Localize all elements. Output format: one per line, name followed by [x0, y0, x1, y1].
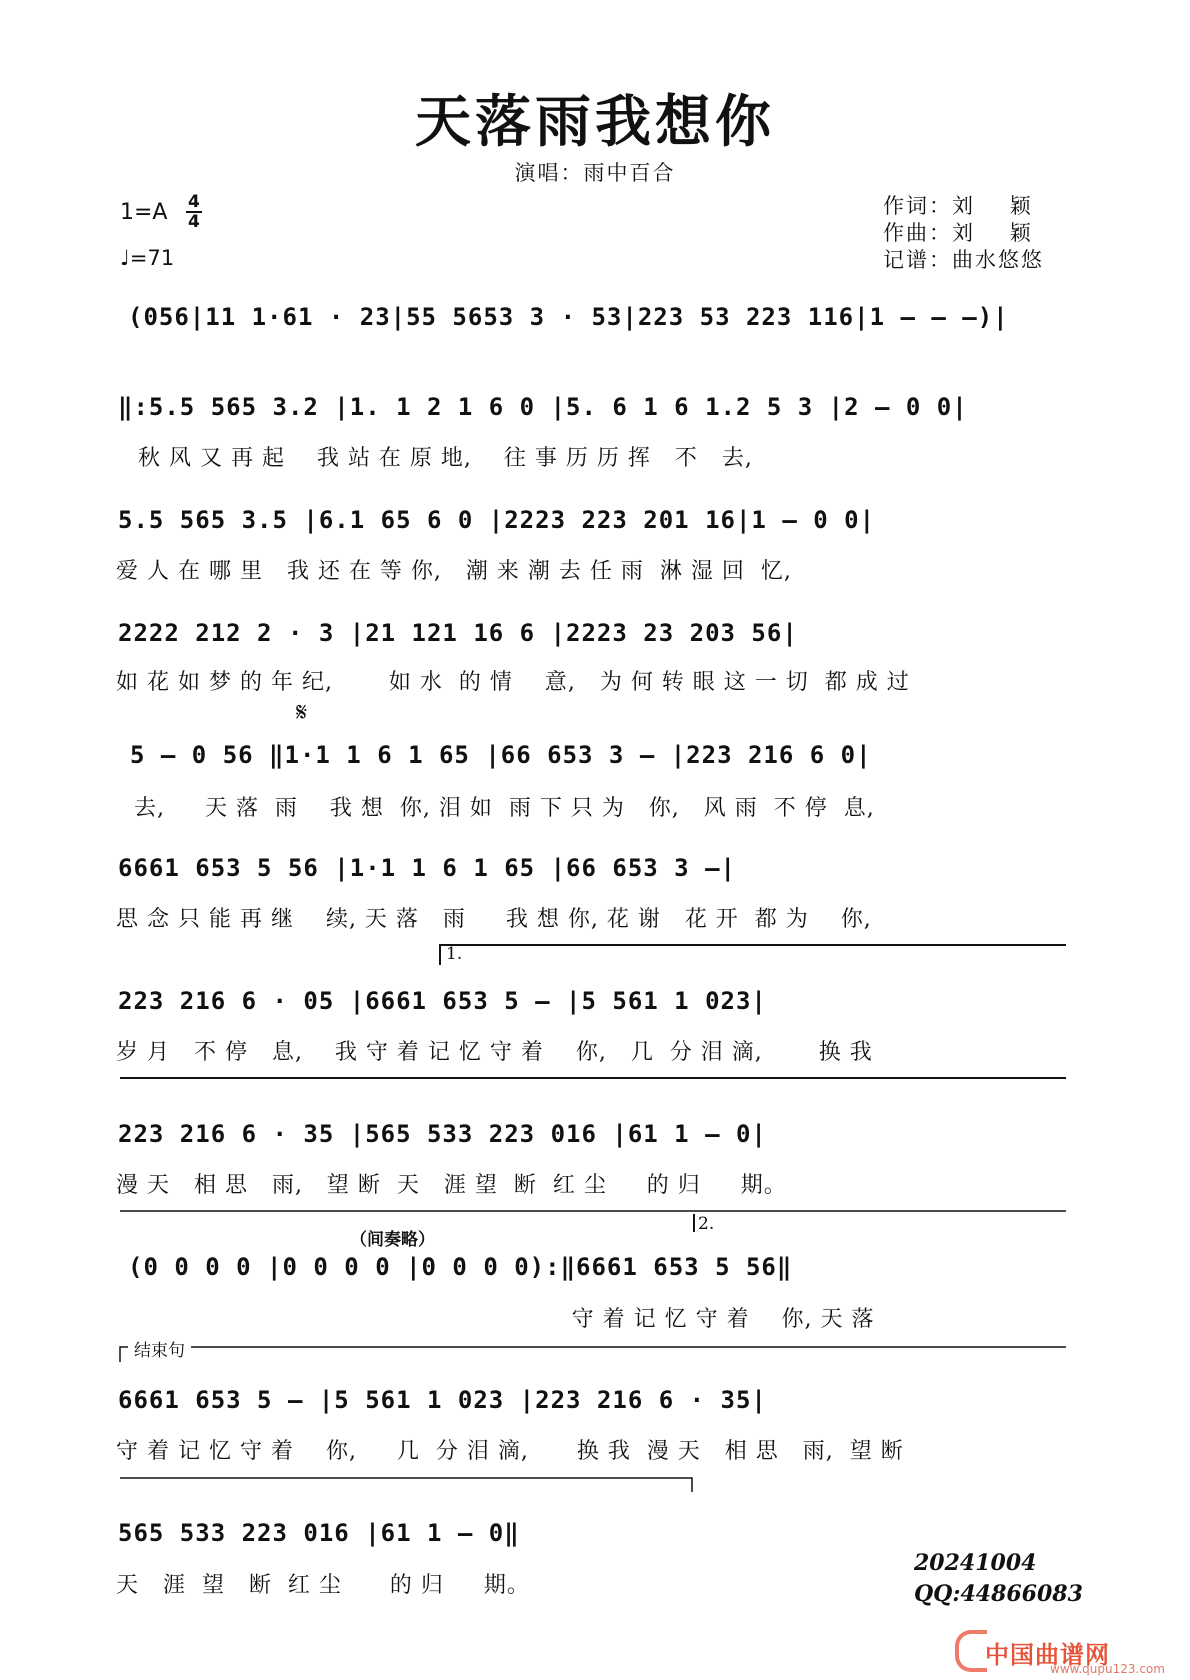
lyric-line: 如 花 如 梦 的 年 纪, 如 水 的 情 意, 为 何 转 眼 这 一 切 都 成 过	[116, 670, 910, 695]
ending-bracket	[120, 1347, 1066, 1362]
lyric-line: 爱 人 在 哪 里 我 还 在 等 你, 潮 来 潮 去 任 雨 淋 湿 回 忆,	[116, 559, 792, 584]
watermark-url: www.qupu123.com	[1050, 1662, 1165, 1676]
notation-line: 6661 653 5 – |5 561 1 023 |223 216 6 · 35|	[118, 1386, 767, 1414]
lyricist-credit: 作词：刘 颖	[883, 194, 1033, 218]
watermark-logo-icon	[955, 1630, 987, 1672]
volta-2-label: 2.	[698, 1214, 715, 1234]
watermark-name: 中国曲谱网	[985, 1641, 1110, 1669]
transcriber-credit: 记谱：曲水悠悠	[883, 248, 1044, 272]
ending-label: 结束句	[128, 1336, 191, 1361]
lyric-line: 秋 风 又 再 起 我 站 在 原 地, 往 事 历 历 挥 不 去,	[138, 446, 753, 471]
lyric-line: 天 涯 望 断 红 尘 的 归 期。	[116, 1573, 530, 1598]
lyric-line: 去, 天 落 雨 我 想 你, 泪 如 雨 下 只 为 你, 风 雨 不 停 息,	[126, 796, 875, 821]
notation-line: 565 533 223 016 |61 1 – 0‖	[118, 1519, 520, 1547]
lyric-line: 守 着 记 忆 守 着 你, 几 分 泪 滴, 换 我 漫 天 相 思 雨, 望 断	[116, 1439, 904, 1464]
notation-line: 223 216 6 · 05 |6661 653 5 – |5 561 1 023|	[118, 987, 767, 1015]
volta-1-bracket	[440, 945, 1066, 965]
lyric-line: 守 着 记 忆 守 着 你, 天 落	[116, 1307, 875, 1332]
notation-line: 223 216 6 · 35 |565 533 223 016 |61 1 – 0|	[118, 1120, 767, 1148]
tempo-mark: ♩=71	[120, 246, 175, 270]
time-signature-denominator: 4	[188, 212, 200, 232]
date-stamp: 20241004	[914, 1550, 1037, 1576]
segno-sign: 𝄋	[296, 698, 308, 728]
lyric-line: 漫 天 相 思 雨, 望 断 天 涯 望 断 红 尘 的 归 期。	[116, 1173, 787, 1198]
notation-line: 6661 653 5 56 |1·1 1 6 1 65 |66 653 3 –|	[118, 854, 736, 882]
lyric-line: 岁 月 不 停 息, 我 守 着 记 忆 守 着 你, 几 分 泪 滴, 换 我	[116, 1040, 873, 1065]
notation-line: 2222 212 2 · 3 |21 121 16 6 |2223 23 203 56|	[118, 619, 798, 647]
page-title: 天落雨我想你	[415, 89, 775, 155]
qq-number: QQ:44866083	[914, 1581, 1083, 1607]
composer-credit: 作曲：刘 颖	[883, 221, 1033, 245]
interlude-label: （间奏略）	[350, 1230, 435, 1250]
key-signature: 1=A	[120, 200, 168, 225]
notation-line: 5.5 565 3.5 |6.1 65 6 0 |2223 223 201 16|1 – 0 0|	[118, 506, 876, 534]
notation-line: (056|11 1·61 · 23|55 5653 3 · 53|223 53 223 116|1 – – –)|	[128, 303, 1009, 331]
date-qq-block	[914, 1548, 1083, 1610]
notation-line: 5 – 0 56 ‖1·1 1 6 1 65 |66 653 3 – |223 216 6 0|	[130, 741, 872, 769]
lyric-line: 思 念 只 能 再 继 续, 天 落 雨 我 想 你, 花 谢 花 开 都 为 你,	[116, 907, 872, 932]
notation-line: ‖:5.5 565 3.2 |1. 1 2 1 6 0 |5. 6 1 6 1.2 5 3 |2 – 0 0|	[118, 393, 968, 421]
ending-bracket-close	[120, 1478, 692, 1492]
time-signature-numerator: 4	[188, 192, 200, 212]
singer-credit: 演唱：雨中百合	[514, 161, 676, 185]
volta-1-label: 1.	[446, 944, 463, 964]
notation-line: (0 0 0 0 |0 0 0 0 |0 0 0 0):‖6661 653 5 56‖	[128, 1253, 793, 1281]
